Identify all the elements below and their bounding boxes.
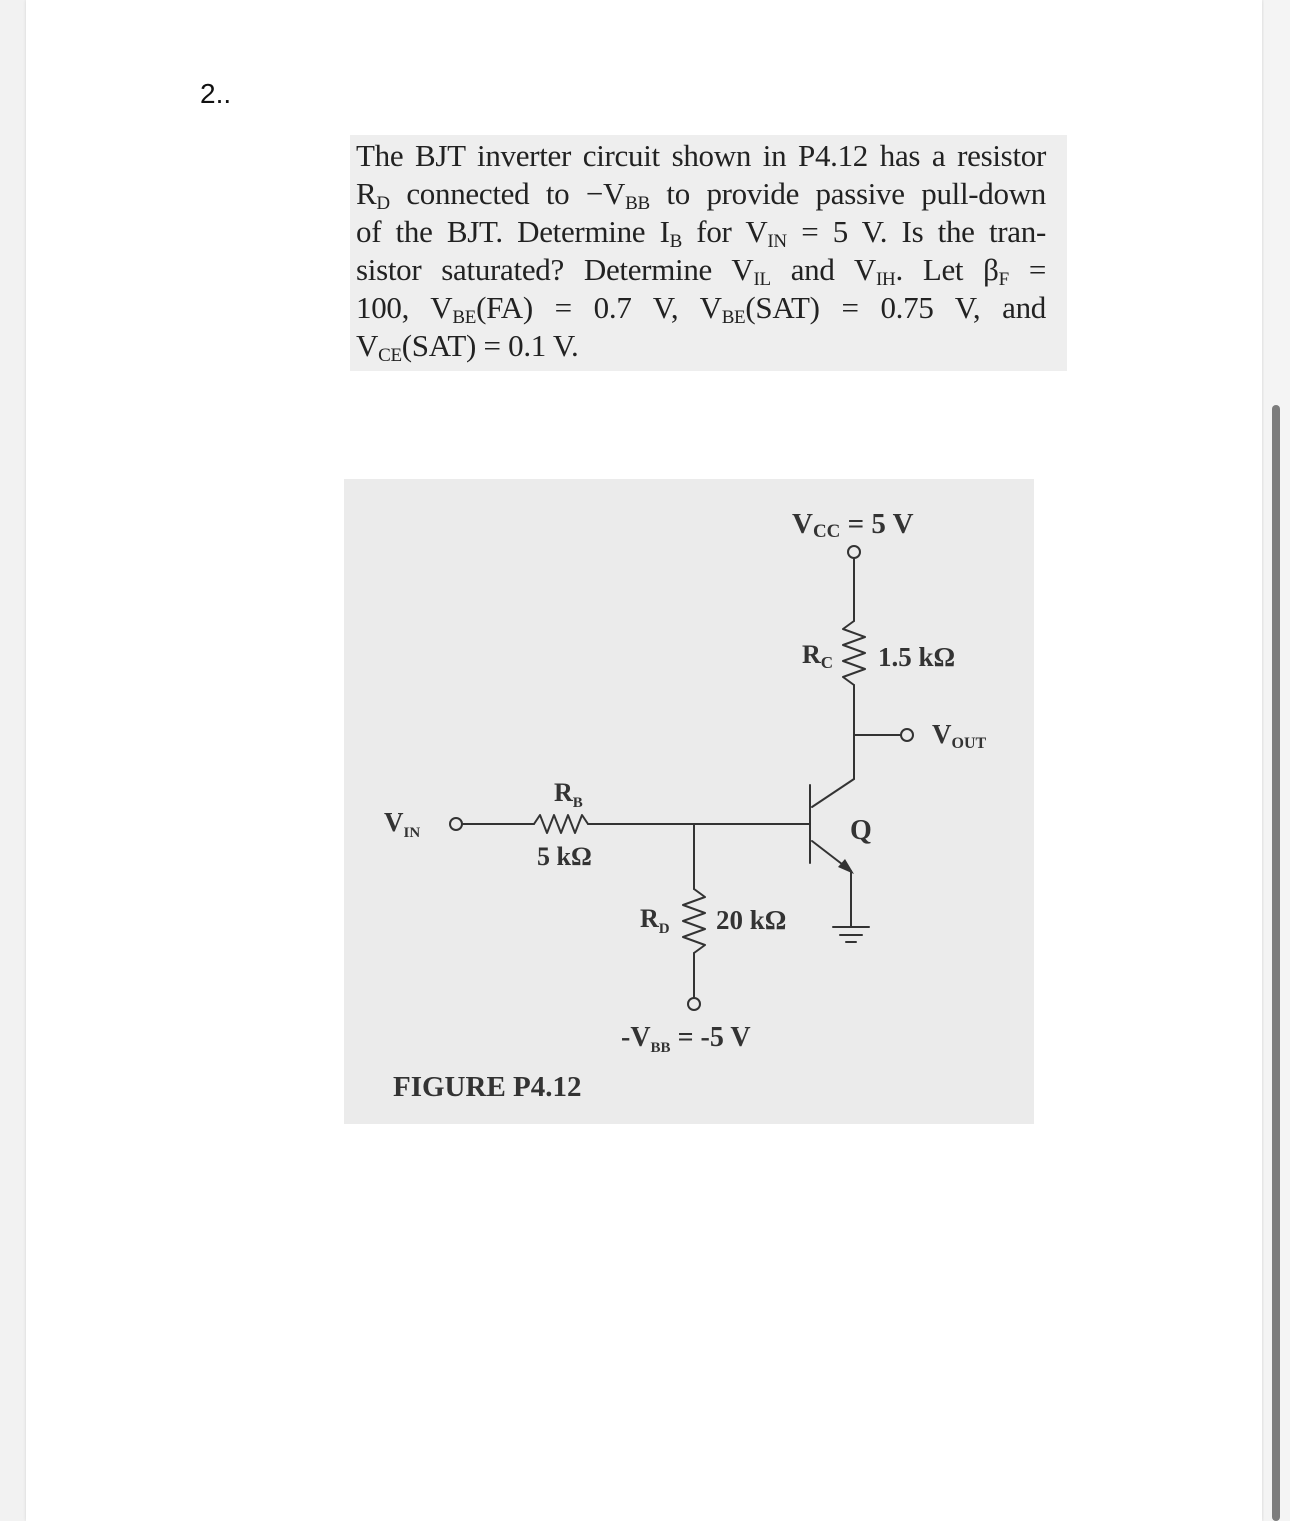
- vcc-terminal: [848, 546, 860, 558]
- problem-line-6: $V_{CE}(SAT) = 0.1$ V.: [356, 328, 579, 366]
- problem-line-1: The BJT inverter circuit shown in P4.12 has a resistor: [356, 138, 1046, 173]
- problem-line-2: $R_D$ connected to $-V_{BB}$ to provide passive pull-down: [356, 176, 1046, 214]
- rd-label: $R_D$: [640, 904, 670, 937]
- rd-resistor: [683, 889, 705, 953]
- vbb-terminal: [688, 998, 700, 1010]
- rc-resistor: [843, 621, 865, 685]
- document-page: [26, 0, 1262, 1521]
- vout-terminal: [901, 729, 913, 741]
- rb-value: 5 kΩ: [537, 842, 592, 871]
- vin-label: $V_{IN}$: [384, 807, 421, 841]
- rc-label: RC: [802, 640, 834, 672]
- vout-label: VOUT: [932, 719, 987, 752]
- vcc-label: VCC = 5 V: [792, 508, 914, 542]
- question-number: 2..: [200, 78, 232, 109]
- problem-line-3: of the BJT. Determine $I_B$ for $V_{IN} = 5$ V. Is the tran-: [356, 214, 1046, 252]
- problem-statement: [350, 135, 1067, 371]
- scrollbar-thumb[interactable]: [1272, 405, 1280, 1521]
- collector-lead: [812, 779, 854, 807]
- circuit-diagram: [344, 479, 1034, 1124]
- q-label: Q: [850, 815, 872, 846]
- rb-label: $R_B$: [554, 778, 583, 811]
- problem-line-4: sistor saturated? Determine $V_{IL}$ and $V_{IH}$. Let $\beta_F$ =: [356, 252, 1047, 290]
- rb-resistor: [534, 815, 588, 833]
- rc-value: 1.5 kΩ: [878, 642, 956, 672]
- vbb-label: $-V_{BB} = -5$ V: [621, 1022, 751, 1056]
- figure-caption: FIGURE P4.12: [393, 1071, 582, 1103]
- emitter-arrow: [838, 859, 854, 874]
- circuit-figure: [344, 479, 1034, 1124]
- vin-terminal: [450, 818, 462, 830]
- rd-value: 20 kΩ: [716, 905, 787, 935]
- problem-line-5: 100, $V_{BE}(FA) = 0.7$ V, $V_{BE}(SAT) = 0.75$ V, and: [356, 290, 1046, 328]
